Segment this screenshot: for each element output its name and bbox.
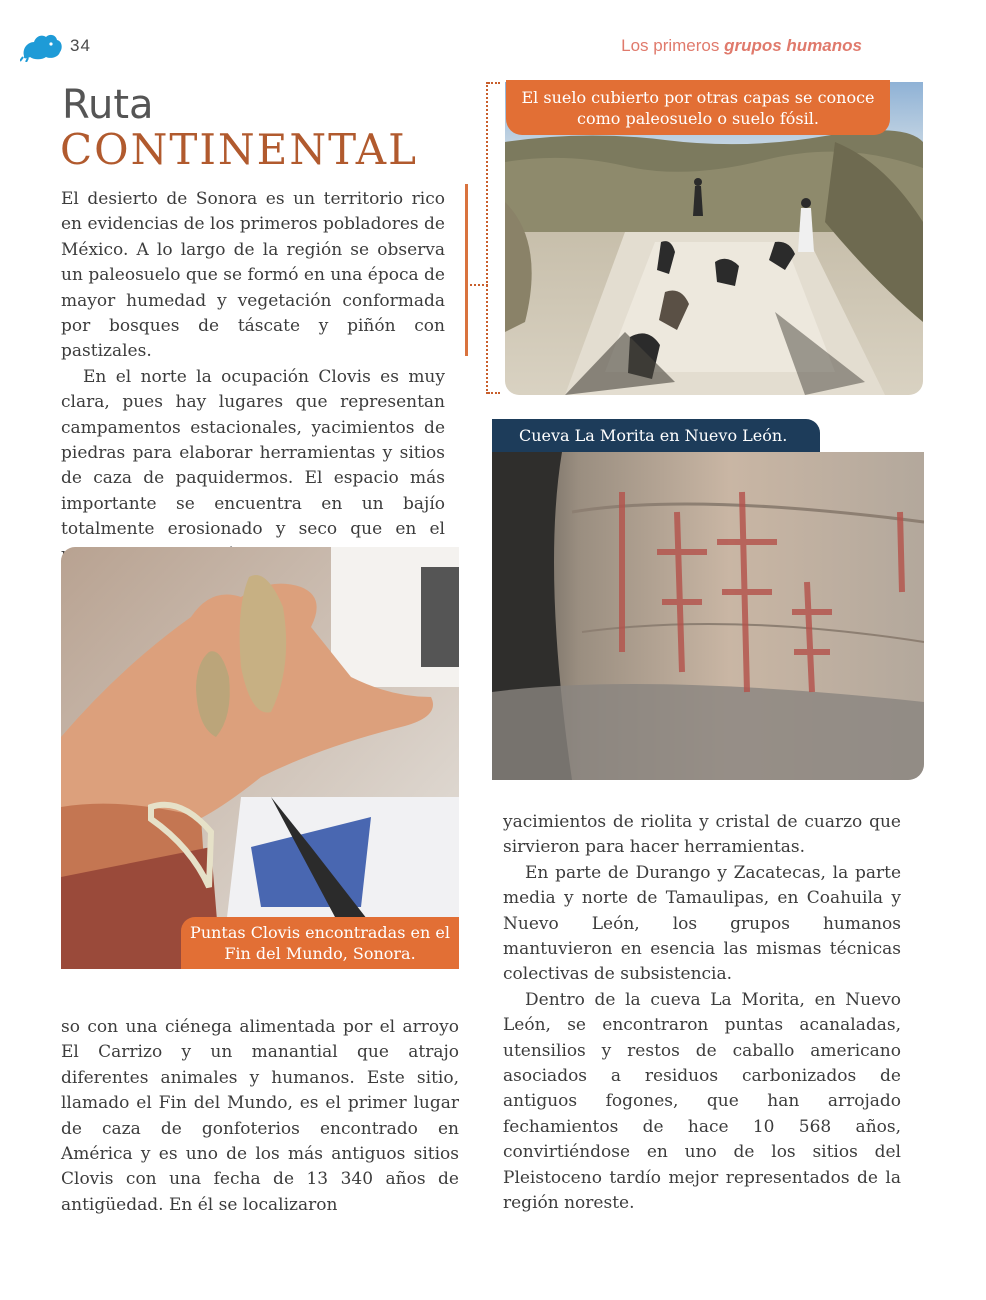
column2-bottom-text [503, 810, 901, 1217]
caption-clovis: Puntas Clovis encontradas en el Fin del Mundo, Sonora. [181, 917, 459, 969]
caption-excavation: El suelo cubierto por otras capas se conoce como paleosuelo o suelo fósil. [506, 80, 890, 135]
section-title-line2: CONTINENTAL [60, 125, 419, 174]
clovis-photo [61, 547, 459, 969]
dotted-connector [470, 284, 488, 286]
paragraph: so con una ciénega alimentada por el arroyo El Carrizo y un manantial que atrajo diferentes animales y humanos. Este sitio, llamado el Fin del Mundo, es el primer lugar de caza de gonfoterios encontrado en América y es uno de los más antiguos sitios Clovis con una fecha de 13 340 años de antigüedad. En él se localizaron [61, 1017, 459, 1215]
section-title-line1: Ruta [62, 82, 154, 128]
accent-bar [465, 184, 468, 356]
running-head-plain: Los primeros [621, 36, 725, 55]
paragraph: En parte de Durango y Zacatecas, la parte media y norte de Tamaulipas, en Coahuila y Nuevo León, los grupos humanos mantuvieron en esencia las mismas técnicas colectivas de subsistencia. [503, 862, 901, 985]
column1-bottom-text [61, 1015, 459, 1218]
dotted-bracket [486, 82, 502, 394]
paragraph: Dentro de la cueva La Morita, en Nuevo León, se encontraron puntas acanaladas, utensilios y restos de caballo americano asociados a residuos carbonizados de antiguos fogones, que han arrojado fechamientos de hace 10 568 años, convirtiéndose en uno de los sitios del Pleistoceno tardío mejor representados de la región noreste. [503, 989, 901, 1214]
paragraph: En el norte la ocupación Clovis es muy clara, pues hay lugares que representan campamentos estacionales, yacimientos de piedras para elaborar herramientas y sitios de caza de paquidermos. El espacio más importante se encuentra en un bajío totalmente erosionado y seco que en el [61, 366, 445, 540]
blue-footprint-icon [20, 30, 64, 62]
caption-cave: Cueva La Morita en Nuevo León. [492, 419, 820, 453]
column1-top-text [61, 187, 445, 568]
paragraph: yacimientos de riolita y cristal de cuarzo que sirvieron para hacer herramientas. [503, 812, 901, 858]
running-head-italic: grupos humanos [724, 36, 862, 55]
page-number: 34 [70, 36, 91, 55]
paragraph: El desierto de Sonora es un territorio rico en evidencias de los primeros pobladores de México. A lo largo de la región se observa un paleosuelo que se formó en una época de mayor humedad y vegetación conformada por bosques de táscate y piñón con pastizales. [61, 189, 445, 362]
cave-photo [492, 452, 924, 780]
running-head [621, 36, 862, 56]
